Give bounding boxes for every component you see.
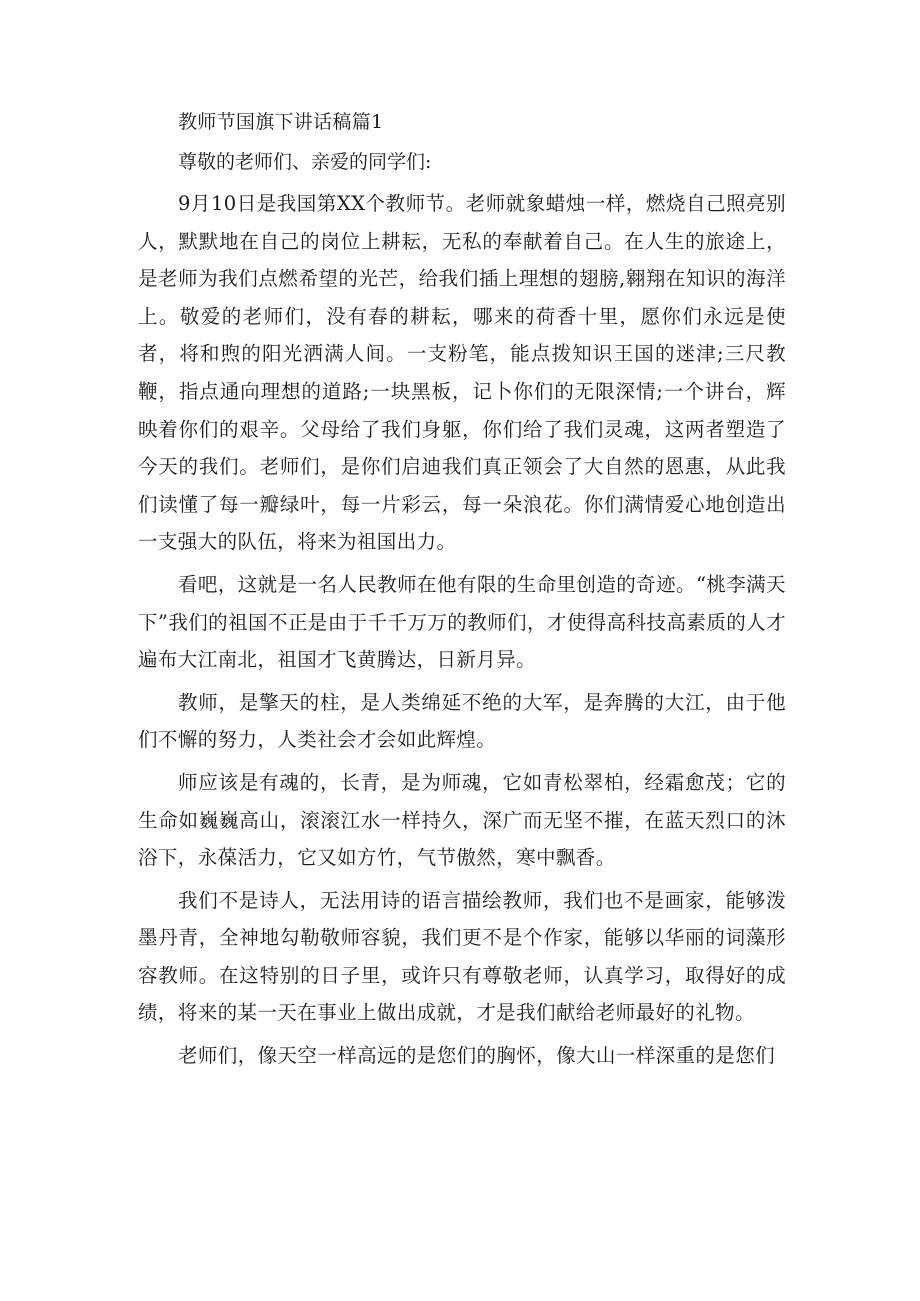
- document-title: 教师节国旗下讲话稿篇1: [178, 111, 384, 133]
- paragraph-5: 我们不是诗人，无法用诗的语言描绘教师，我们也不是画家，能够泼墨丹青，全神地勾勒敬师容貌，我们更不是个作家，能够以华丽的词藻形容教师。在这特别的日子里，或许只有尊敬老师，认真学习，取得好的成绩，将来的某一天在事业上做出成就，才是我们献给老师最好的礼物。: [138, 888, 786, 1025]
- paragraph-2: 看吧，这就是一名人民教师在他有限的生命里创造的奇迹。“桃李满天下”我们的祖国不正是由于千千万万的教师们，才使得高科技高素质的人才遍布大江南北，祖国才飞黄腾达，日新月异。: [138, 572, 786, 672]
- paragraph-6: 老师们，像天空一样高远的是您们的胸怀，像大山一样深重的是您们: [178, 1044, 776, 1068]
- salutation: 尊敬的老师们、亲爱的同学们:: [178, 151, 432, 173]
- paragraph-3: 教师，是擎天的柱，是人类绵延不绝的大军，是奔腾的大江，由于他们不懈的努力，人类社会才会如此辉煌。: [138, 690, 786, 752]
- paragraph-4: 师应该是有魂的，长青，是为师魂，它如青松翠柏，经霜愈茂；它的生命如巍巍高山，滚滚江水一样持久，深广而无坚不摧，在蓝天烈口的沐浴下，永葆活力，它又如方竹，气节傲然，寒中飘香。: [138, 770, 786, 870]
- paragraph-1: 9月10日是我国第XX个教师节。老师就象蜡烛一样，燃烧自己照亮别人，默默地在自己的岗位上耕耘，无私的奉献着自己。在人生的旅途上，是老师为我们点燃希望的光芒，给我们插上理想的翅膀,翱翔在知识的海洋上。敬爱的老师们，没有春的耕耘，哪来的荷香十里，愿你们永远是使者，将和煦的阳光洒满人间。一支粉笔，能点拨知识王国的迷津;三尺教鞭，指点通向理想的道路;一块黑板，记卜你们的无限深情;一个讲台，辉映着你们的艰辛。父母给了我们身躯，你们给了我们灵魂，这两者塑造了今天的我们。老师们，是你们启迪我们真正领会了大自然的恩惠，从此我们读懂了每一瓣绿叶，每一片彩云，每一朵浪花。你们满情爱心地创造出一支强大的队伍，将来为祖国出力。: [138, 192, 786, 554]
- document-body: [138, 104, 786, 1075]
